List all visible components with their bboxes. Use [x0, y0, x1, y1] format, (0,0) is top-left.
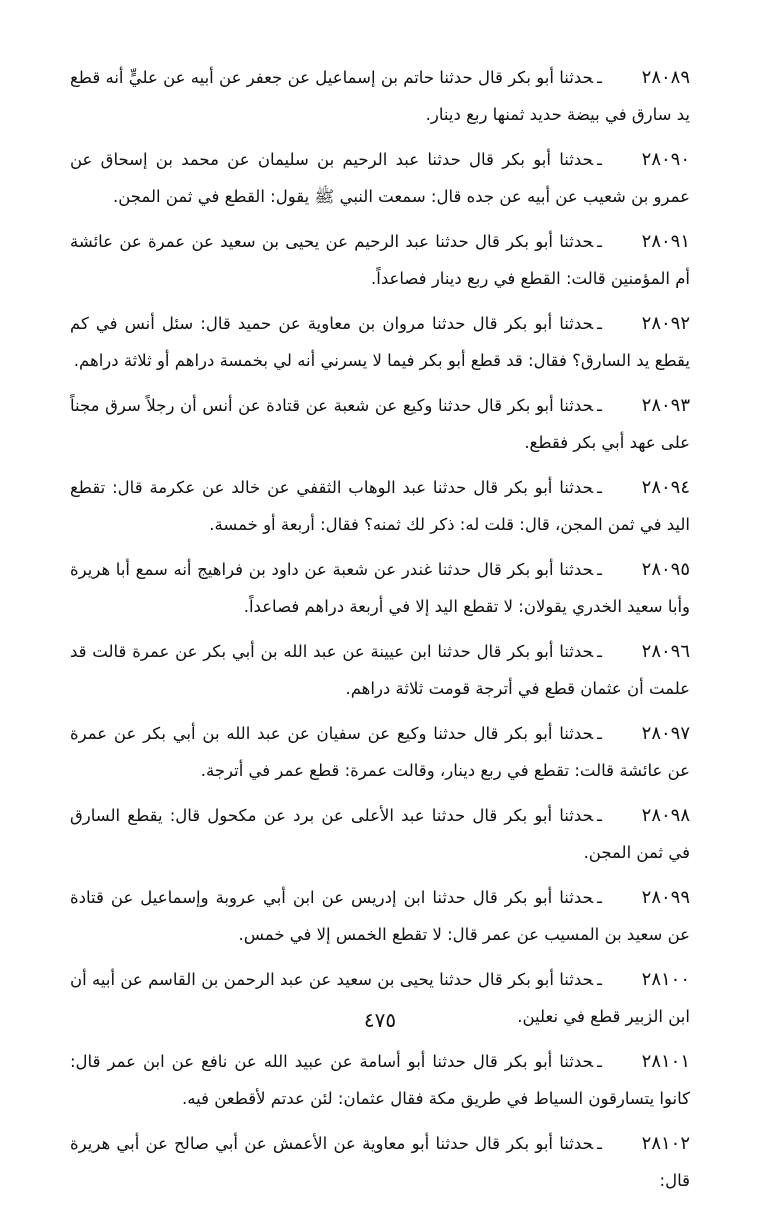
hadith-entry	[70, 224, 690, 297]
hadith-entry	[70, 1126, 690, 1199]
entry-dash: ـ	[597, 478, 602, 497]
hadith-entry	[70, 798, 690, 871]
hadith-entry	[70, 1044, 690, 1117]
hadith-text: حدثنا أبو بكر قال حدثنا وكيع عن شعبة عن قتادة عن أنس أن رجلاً سرق مجناً على عهد أبي بكر فقطع.	[70, 396, 690, 452]
hadith-number: ٢٨١٠١	[641, 1051, 690, 1072]
entry-dash: ـ	[597, 232, 602, 251]
hadith-text: حدثنا أبو بكر قال حدثنا مروان بن معاوية عن حميد قال: سئل أنس في كم يقطع يد السارق؟ فقال: قد قطع أبو بكر فيما لا يسرني أنه لي بخمسة دراهم أو ثلاثة دراهم.	[70, 314, 690, 370]
hadith-list	[70, 60, 690, 1208]
hadith-text: حدثنا أبو بكر قال حدثنا يحيى بن سعيد عن عبد الرحمن بن القاسم عن أبيه أن ابن الزبير قطع في نعلين.	[70, 970, 690, 1026]
entry-dash: ـ	[597, 806, 602, 825]
entry-dash: ـ	[597, 1052, 602, 1071]
hadith-entry	[70, 716, 690, 789]
hadith-entry	[70, 388, 690, 461]
hadith-text: حدثنا أبو بكر قال حدثنا أبو أسامة عن عبيد الله عن نافع عن ابن عمر قال: كانوا يتسارقون السياط في طريق مكة فقال عثمان: لئن عدتم لأقطعن فيه.	[70, 1052, 690, 1108]
page-number: ٤٧٥	[363, 1008, 397, 1032]
hadith-text: حدثنا أبو بكر قال حدثنا عبد الرحيم بن سليمان عن محمد بن إسحاق عن عمرو بن شعيب عن أبيه عن جده قال: سمعت النبي ﷺ يقول: القطع في ثمن المجن.	[70, 150, 690, 206]
hadith-number: ٢٨٠٩٨	[641, 805, 690, 826]
hadith-text: حدثنا أبو بكر قال حدثنا أبو معاوية عن الأعمش عن أبي صالح عن أبي هريرة قال:	[70, 1134, 690, 1190]
entry-dash: ـ	[597, 1134, 602, 1153]
hadith-number: ٢٨١٠٢	[641, 1133, 690, 1154]
hadith-number: ٢٨٠٩٤	[641, 477, 690, 498]
hadith-number: ٢٨٠٩٦	[641, 641, 690, 662]
entry-dash: ـ	[597, 642, 602, 661]
hadith-entry	[70, 880, 690, 953]
entry-dash: ـ	[597, 560, 602, 579]
hadith-entry	[70, 60, 690, 133]
hadith-text: حدثنا أبو بكر قال حدثنا ابن إدريس عن ابن أبي عروبة وإسماعيل عن قتادة عن سعيد بن المسيب عن عمر قال: لا تقطع الخمس إلا في خمس.	[70, 888, 690, 944]
hadith-number: ٢٨٠٩٠	[641, 149, 690, 170]
hadith-text: حدثنا أبو بكر قال حدثنا وكيع عن سفيان عن عبد الله بن أبي بكر عن عمرة عن عائشة قالت: تقطع في ربع دينار، وقالت عمرة: قطع عمر في أترجة.	[70, 724, 690, 780]
hadith-entry	[70, 634, 690, 707]
hadith-number: ٢٨٠٩١	[641, 231, 690, 252]
entry-dash: ـ	[597, 314, 602, 333]
hadith-text: حدثنا أبو بكر قال حدثنا ابن عيينة عن عبد الله بن أبي بكر عن عمرة قالت قد علمت أن عثمان قطع في أترجة قومت ثلاثة دراهم.	[70, 642, 690, 698]
hadith-text: حدثنا أبو بكر قال حدثنا عبد الرحيم عن يحيى بن سعيد عن عمرة عن عائشة أم المؤمنين قالت: القطع في ربع دينار فصاعداً.	[70, 232, 690, 288]
entry-dash: ـ	[597, 970, 602, 989]
hadith-entry	[70, 142, 690, 215]
entry-dash: ـ	[597, 150, 602, 169]
hadith-text: حدثنا أبو بكر قال حدثنا حاتم بن إسماعيل عن جعفر عن أبيه عن عليٍّ أنه قطع يد سارق في بيضة حديد ثمنها ربع دينار.	[70, 68, 690, 124]
hadith-entry	[70, 306, 690, 379]
hadith-text: حدثنا أبو بكر قال حدثنا غندر عن شعبة عن داود بن فراهيج أنه سمع أبا هريرة وأبا سعيد الخدري يقولان: لا تقطع اليد إلا في أربعة دراهم فصاعداً.	[70, 560, 690, 616]
hadith-entry	[70, 470, 690, 543]
hadith-number: ٢٨٠٩٢	[641, 313, 690, 334]
hadith-number: ٢٨٠٩٥	[641, 559, 690, 580]
entry-dash: ـ	[597, 396, 602, 415]
hadith-text: حدثنا أبو بكر قال حدثنا عبد الوهاب الثقفي عن خالد عن عكرمة قال: تقطع اليد في ثمن المجن، قال: قلت له: ذكر لك ثمنه؟ فقال: أربعة أو خمسة.	[70, 478, 690, 534]
hadith-text: حدثنا أبو بكر قال حدثنا عبد الأعلى عن برد عن مكحول قال: يقطع السارق في ثمن المجن.	[70, 806, 690, 862]
hadith-number: ٢٨٠٨٩	[641, 67, 690, 88]
hadith-number: ٢٨٠٩٧	[641, 723, 690, 744]
hadith-entry	[70, 552, 690, 625]
hadith-number: ٢٨٠٩٩	[641, 887, 690, 908]
entry-dash: ـ	[597, 724, 602, 743]
hadith-number: ٢٨٠٩٣	[641, 395, 690, 416]
entry-dash: ـ	[597, 68, 602, 87]
entry-dash: ـ	[597, 888, 602, 907]
hadith-number: ٢٨١٠٠	[641, 969, 690, 990]
